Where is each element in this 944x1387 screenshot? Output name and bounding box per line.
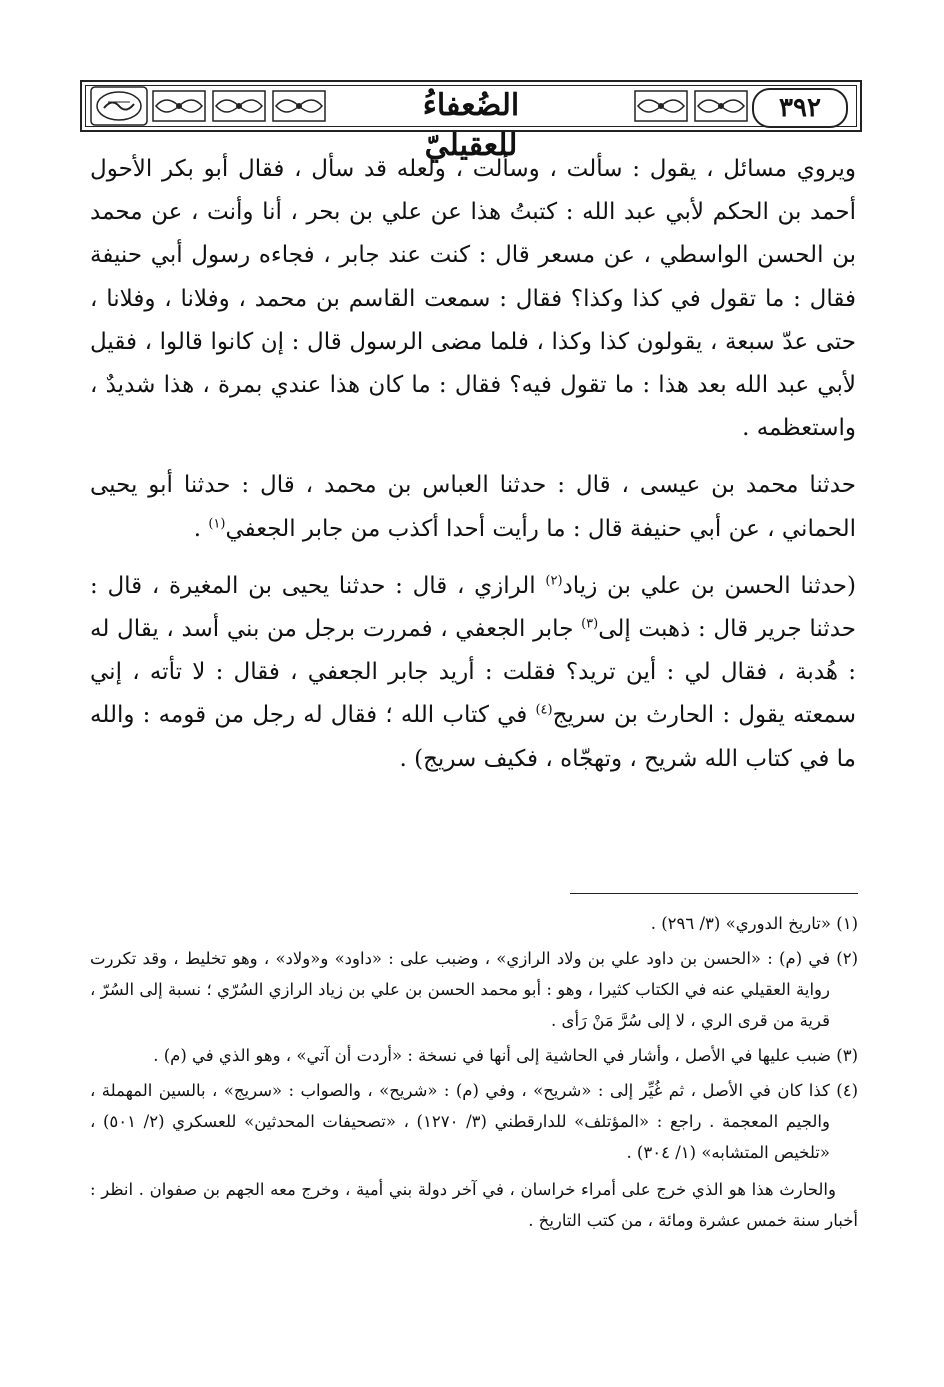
footnote-divider: [570, 893, 858, 894]
paragraph-3-seg1: (حدثنا الحسن بن علي بن زياد: [562, 572, 856, 599]
footnote-ref-1[interactable]: (١): [208, 515, 226, 531]
page-number-text: ٣٩٢: [779, 93, 821, 123]
footnote-4: (٤) كذا كان في الأصل ، ثم غُيِّر إلى : «شريح» ، وفي (م) : «شريح» ، والصواب : «سريج» ، بالسين المهملة ، والجيم المعجمة . راجع : «المؤتلف» للدارقطني (٣/ ١٢٧٠) ، «تصحيفات المحدثين» للعسكري (٢/ ٥٠١) ، «تلخيص المتشابه» (١/ ٣٠٤) .: [90, 1081, 858, 1162]
paragraph-2-end: .: [193, 515, 209, 542]
paragraph-2-text: حدثنا محمد بن عيسى ، قال : حدثنا العباس بن محمد ، قال : حدثنا أبو يحيى الحماني ، عن أبي حنيفة قال : ما رأيت أحدا أكذب من جابر الجعفي: [90, 472, 856, 542]
footnote-3: (٣) ضبب عليها في الأصل ، وأشار في الحاشية إلى أنها في نسخة : «أردت أن آتي» ، وهو الذي في (م) .: [153, 1046, 858, 1065]
paragraph-3-seg4: في كتاب الله ؛ فقال له رجل من قومه : والله ما في كتاب الله شريح ، وتهجّاه ، فكيف سريج) .: [90, 702, 856, 772]
paragraph-2: [90, 464, 856, 550]
footnote-1: (١) «تاريخ الدوري» (٣/ ٢٩٦) .: [650, 914, 858, 933]
book-title: الضُعفاءُ للعقيليّ: [422, 88, 520, 163]
ornament-icon: [212, 90, 266, 122]
footnotes: [90, 908, 858, 1240]
ornament-icon: [152, 90, 206, 122]
footnote-ref-4[interactable]: (٤): [535, 702, 553, 718]
paragraph-3: [90, 565, 856, 781]
paragraph-3-seg3: جابر الجعفي ، فمررت برجل من بني أسد ، يقال له : هُدبة ، فقال لي : أين تريد؟ فقلت : أريد جابر الجعفي ، فقال : لا تأته ، إني سمعته يقول : الحارث بن سريج: [90, 616, 857, 729]
title-cartouche-icon: [90, 86, 148, 126]
footnote-ref-2[interactable]: (٢): [545, 573, 563, 589]
ornament-icon: [634, 90, 688, 122]
paragraph-1: ويروي مسائل ، يقول : سألت ، وسألت ، ولعله قد سأل ، فقال أبو بكر الأحول أحمد بن الحكم لأبي عبد الله : كتبتُ هذا عن علي بن بحر ، أنا وأنت ، عن محمد بن الحسن الواسطي ، عن مسعر قال : كنت عند جابر ، فجاءه رسول أبي حنيفة فقال : ما تقول في كذا وكذا؟ فقال : سمعت القاسم بن محمد ، وفلانا ، وفلانا ، حتى عدّ سبعة ، يقولون كذا وكذا ، فلما مضى الرسول قال : إن كانوا قالوا ، فقيل لأبي عبد الله بعد هذا : ما تقول فيه؟ فقال : ما كان هذا عندي بمرة ، هذا شديدٌ ، واستعظمه .: [90, 156, 856, 442]
footnote-continuation: والحارث هذا هو الذي خرج على أمراء خراسان ، في آخر دولة بني أمية ، وخرج معه الجهم بن صفوان . انظر : أخبار سنة خمس عشرة ومائة ، من كتب التاريخ .: [90, 1180, 858, 1230]
main-text: [90, 148, 856, 781]
page-number: [752, 88, 848, 128]
page-header: [80, 80, 862, 163]
footnote-ref-3[interactable]: (٣): [581, 616, 599, 632]
ornament-icon: [694, 90, 748, 122]
footnote-2: (٢) في (م) : «الحسن بن داود علي بن ولاد الرازي» ، وضبب على : «داود» و«ولاد» ، وهو تخليط ، وقد تكررت رواية العقيلي عنه في الكتاب كثيرا ، وهو : أبو محمد الحسن بن علي بن زياد الرازي السُرّي ؛ نسبة إلى السُرّ ، قرية من قرى الري ، لا إلى سُرَّ مَنْ رَأى .: [90, 949, 858, 1030]
ornament-icon: [272, 90, 326, 122]
paragraph-3-seg2: الرازي ، قال : حدثنا يحيى بن المغيرة ، قال : حدثنا جرير قال : ذهبت إلى: [90, 572, 856, 643]
